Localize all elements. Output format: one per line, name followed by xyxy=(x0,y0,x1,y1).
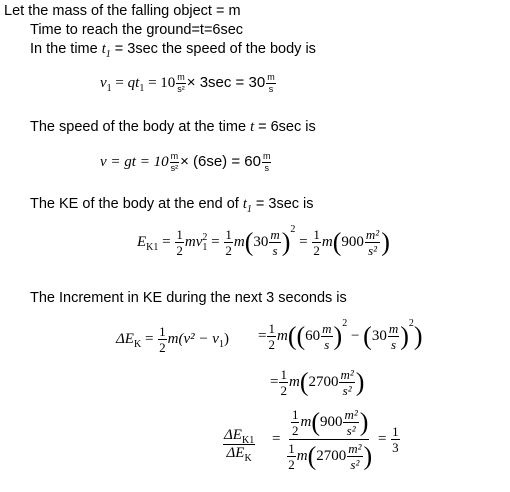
equation-ek1: $E_{K1}$ = $\frac{1}{2}$ $mv^2_1$ = $\frac{1}{2}$ m(30 $\frac{m}{s}$ )$^2$ = $\frac{1}{2}$ m(900 $\frac{\text{m²}}{\text{s²}}$ ) xyxy=(137,223,390,258)
statement-time-t1: In the time $t_1 = 3\sec$ the speed of the body is xyxy=(30,41,316,60)
statement-increment: The Increment in KE during the next 3 seconds is xyxy=(30,290,347,306)
equation-ratio-lhs: $\frac{\Delta E_{K1}}{\Delta E_K}$ xyxy=(224,427,255,464)
equation-delta-ek-row1: $\Delta E_K$ = $\frac{1}{2}$ $m(v^2 - v_1)$ xyxy=(116,324,229,355)
equation-ratio-rhs: = $\frac{1}{2}$ m(900 $\frac{\text{m²}}{\text{s²}}$ ) $\frac{1}{2}$ m(2700 $\frac{\text{m²}}{\text{s²}}$ ) = $\frac{1}{3}$ xyxy=(272,407,399,472)
equation-delta-ek-row1-rhs: = $\frac{1}{2}$ m((60 $\frac{m}{s}$ )$^2$ − (30 $\frac{m}{s}$ )$^2$) xyxy=(258,317,423,352)
statement-mass: Let the mass of the falling object = m xyxy=(4,3,241,19)
equation-delta-ek-row2: = $\frac{1}{2}$ m(2700 $\frac{\text{m²}}{\text{s²}}$ ) xyxy=(270,367,365,398)
equation-v1: $v_1 = qt_1 = 10$ $\frac{m}{\text{s²}}$ × 3sec = 30 $\frac{m}{s}$ xyxy=(100,72,275,94)
statement-speed-t: The speed of the body at the time t = 6sec is xyxy=(30,119,316,135)
statement-time: Time to reach the ground=t=6sec xyxy=(30,22,244,38)
statement-ke-t1: The KE of the body at the end of $t_1 = 3\sec$ is xyxy=(30,196,314,215)
equation-v: v = gt = 10 $\frac{m}{\text{s²}}$ × (6se) = 60 $\frac{m}{s}$ xyxy=(100,151,271,173)
